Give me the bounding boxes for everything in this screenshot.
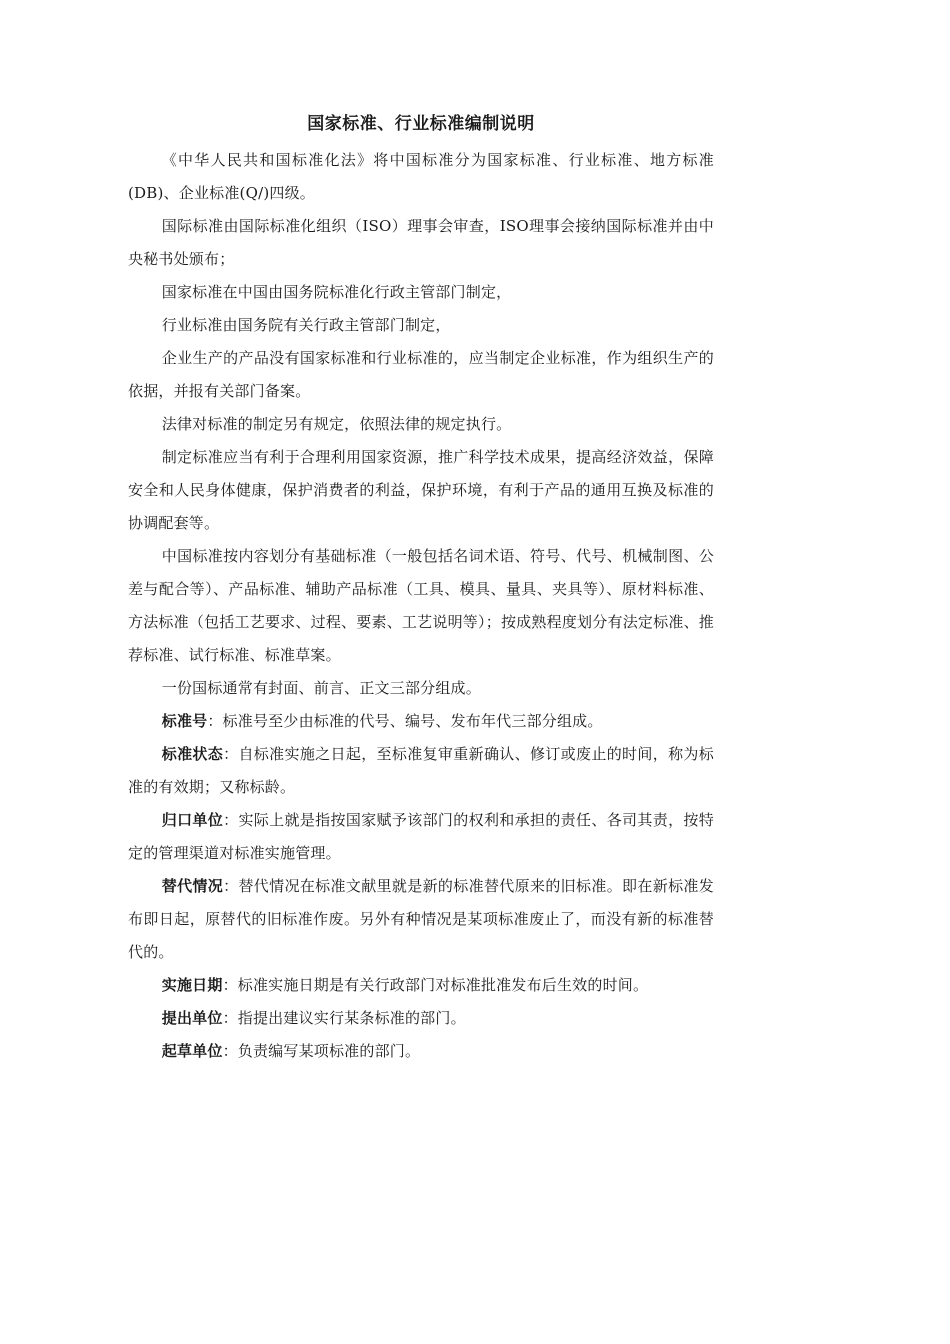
- definition-term: 标准状态: [161, 745, 224, 763]
- definition-implementation-date: [128, 969, 714, 1002]
- definition-separator: ：: [223, 811, 239, 829]
- document-title: 国家标准、行业标准编制说明: [307, 114, 535, 134]
- definition-proposing-unit: [128, 1002, 714, 1035]
- paragraph-international-standard: 国际标准由国际标准化组织（ISO）理事会审查，ISO理事会接纳国际标准并由中央秘书处颁布；: [128, 217, 714, 268]
- paragraph-standard-classification: 中国标准按内容划分有基础标准（一般包括名词术语、符号、代号、机械制图、公差与配合等）、产品标准、辅助产品标准（工具、模具、量具、夹具等）、原材料标准、方法标准（包括工艺要求、过程、要素、工艺说明等）；按成熟程度划分有法定标准、推荐标准、试行标准、标准草案。: [128, 547, 714, 664]
- definition-separator: ：: [207, 712, 223, 730]
- definition-separator: ：: [222, 976, 238, 994]
- definition-separator: ：: [222, 1042, 238, 1060]
- definition-term: 起草单位: [161, 1042, 223, 1060]
- paragraph-industry-standard: 行业标准由国务院有关行政主管部门制定，: [161, 316, 451, 334]
- paragraph-standardization-law: 《中华人民共和国标准化法》将中国标准分为国家标准、行业标准、地方标准(DB)、企业标准(Q/)四级。: [128, 151, 714, 202]
- paragraph-national-standard: 国家标准在中国由国务院标准化行政主管部门制定，: [161, 283, 512, 301]
- definition-term: 标准号: [161, 712, 208, 730]
- paragraph-standard-principles: 制定标准应当有利于合理利用国家资源，推广科学技术成果，提高经济效益，保障安全和人民身体健康，保护消费者的利益，保护环境，有利于产品的通用互换及标准的协调配套等。: [128, 448, 714, 532]
- definition-term: 提出单位: [161, 1009, 223, 1027]
- definition-replacement: [128, 870, 714, 969]
- definition-text: 实际上就是指按国家赋予该部门的权利和承担的责任、各司其责，按特定的管理渠道对标准实施管理。: [128, 811, 714, 862]
- definition-text: 负责编写某项标准的部门。: [237, 1042, 421, 1060]
- definition-text: 自标准实施之日起，至标准复审重新确认、修订或废止的时间，称为标准的有效期；又称标龄。: [128, 745, 714, 796]
- definition-text: 替代情况在标准文献里就是新的标准替代原来的旧标准。即在新标准发布即日起，原替代的旧标准作废。另外有种情况是某项标准废止了，而没有新的标准替代的。: [128, 877, 714, 961]
- definition-text: 标准实施日期是有关行政部门对标准批准发布后生效的时间。: [237, 976, 649, 994]
- definition-text: 标准号至少由标准的代号、编号、发布年代三部分组成。: [222, 712, 603, 730]
- definition-separator: ：: [223, 745, 239, 763]
- definition-text: 指提出建议实行某条标准的部门。: [237, 1009, 466, 1027]
- paragraph-legal-provision: 法律对标准的制定另有规定，依照法律的规定执行。: [161, 415, 512, 433]
- definition-separator: ：: [222, 1009, 238, 1027]
- definition-responsible-unit: [128, 804, 714, 870]
- document-page: [128, 108, 714, 1068]
- definition-separator: ：: [223, 877, 239, 895]
- paragraph-enterprise-standard: 企业生产的产品没有国家标准和行业标准的，应当制定企业标准，作为组织生产的依据，并报有关部门备案。: [128, 349, 714, 400]
- definition-standard-number: [128, 705, 714, 738]
- definition-term: 替代情况: [161, 877, 224, 895]
- definition-drafting-unit: [128, 1035, 714, 1068]
- definition-standard-status: [128, 738, 714, 804]
- paragraph-document-structure: 一份国标通常有封面、前言、正文三部分组成。: [161, 679, 481, 697]
- definition-term: 归口单位: [161, 811, 224, 829]
- definition-term: 实施日期: [161, 976, 223, 994]
